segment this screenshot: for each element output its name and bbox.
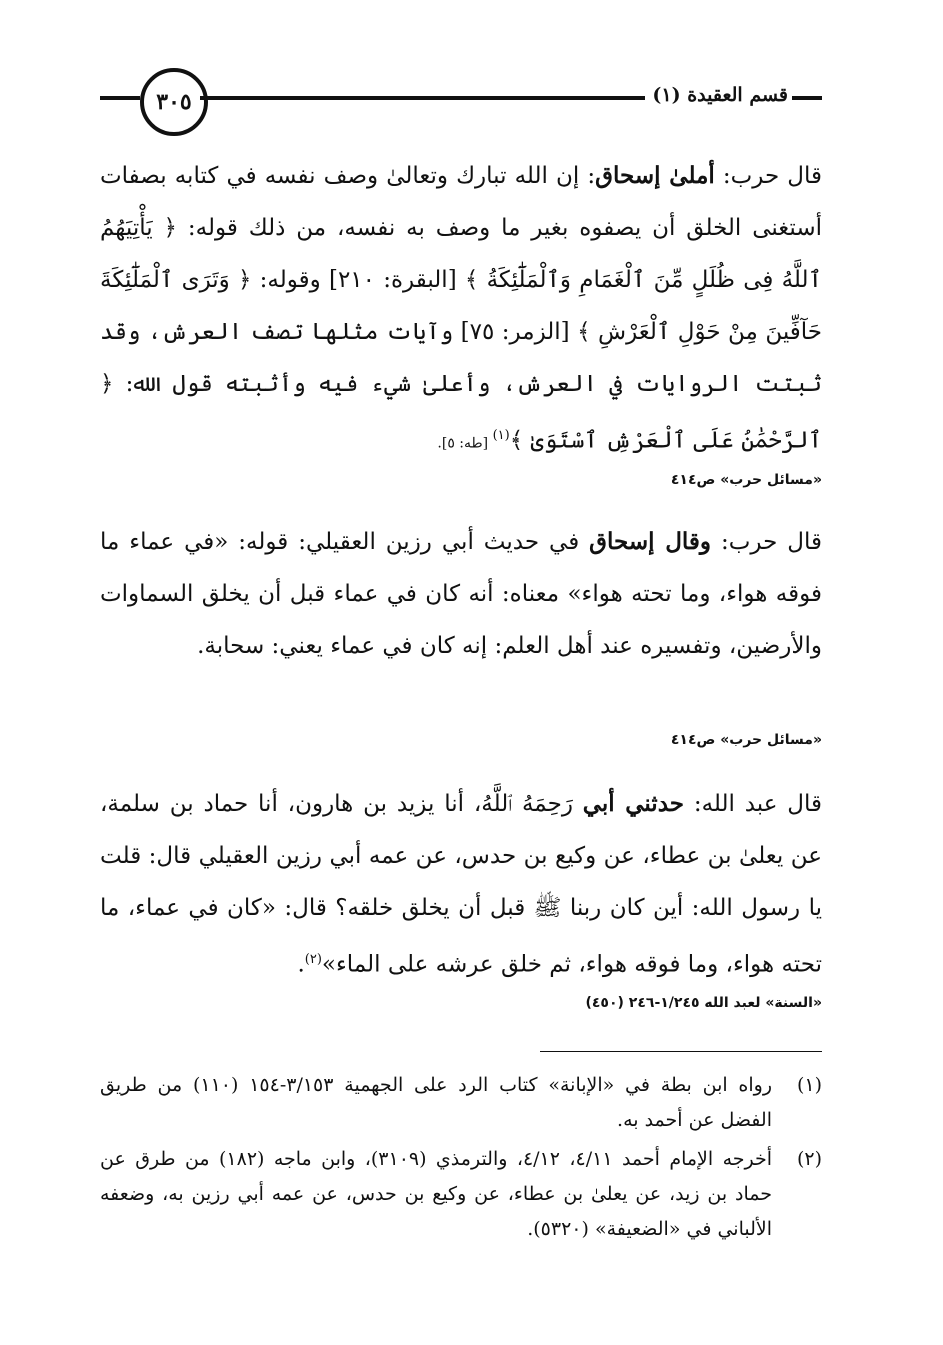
paragraph-tail: [طه: ٥].	[437, 435, 493, 452]
bold-lead: أملىٰ إسحاق	[595, 162, 715, 189]
footnote-text: رواه ابن بطة في «الإبانة» كتاب الرد على الجهمية ٣/١٥٣-١٥٤ (١١٠) من طريق الفضل عن أحمد به.	[100, 1074, 773, 1131]
footnote-mark[interactable]: (١)	[492, 428, 510, 443]
footnote	[100, 1142, 822, 1247]
footnote-separator	[540, 1051, 822, 1052]
bold-lead: وقال إسحاق	[589, 528, 712, 555]
paragraph	[100, 516, 822, 672]
header-rule	[792, 96, 822, 100]
speaker: قال حرب:	[711, 529, 822, 555]
bold-lead: حدثني أبي	[582, 790, 685, 817]
text-block	[100, 778, 822, 991]
footnote-text: أخرجه الإمام أحمد ٤/١١، ٤/١٢، والترمذي (٣١٠٩)، وابن ماجه (١٨٢) من طرق عن حماد بن زيد، عن يعلىٰ بن عطاء، عن وكيع بن حدس، عن عمه أبي رزين به، وضعفه الألباني في «الضعيفة» (٥٣٢٠).	[100, 1148, 773, 1240]
speaker: قال حرب:	[714, 163, 822, 189]
paragraph	[100, 150, 822, 470]
page-number: ٣٠٥	[156, 89, 192, 115]
text-block	[100, 150, 822, 470]
section-title: قسم العقيدة (١)	[652, 84, 788, 106]
source-citation: «مسائل حرب» ص٤١٤	[670, 732, 822, 748]
source-citation: «مسائل حرب» ص٤١٤	[670, 472, 822, 488]
text-block	[100, 516, 822, 672]
paragraph-text: : إن الله تبارك وتعالىٰ وصف نفسه في كتابه بصفات أستغنى الخلق أن يصفوه بغير ما وصف به نفسه، من ذلك قوله: ﴿ يَأْتِيَهُمُ ٱللَّهُ فِى ظُلَلٍ مِّنَ ٱلْغَمَامِ وَٱلْمَلَٰٓئِكَةُ ﴾ [البقرة: ٢١٠] وقوله: ﴿ وَتَرَى ٱلْمَلَٰٓئِكَةَ حَآفِّينَ مِنْ حَوْلِ ٱلْعَرْشِ ﴾ [الزمر: ٧٥] وآيات مثلها تصف العرش، وقد ثبتت الروايات في العرش، وأعلىٰ شيء فيه وأثبته قول الله: ﴿ ٱلرَّحْمَٰنُ عَلَى ٱلْعَرْشِ ٱسْتَوَىٰ ﴾	[100, 163, 823, 454]
footnote-number: (١)	[796, 1074, 822, 1096]
paragraph-text: في حديث أبي رزين العقيلي: قوله: «في عماء ما فوقه هواء، وما تحته هواء» معناه: أنه كان في عماء قبل أن يخلق السماوات والأرضين، وتفسيره عند أهل العلم: إنه كان في عماء يعني: سحابة.	[100, 529, 822, 659]
speaker: قال عبد الله:	[684, 791, 822, 817]
footnote-number: (٢)	[796, 1148, 822, 1170]
paragraph	[100, 778, 822, 991]
footnote	[100, 1068, 822, 1138]
footnotes	[100, 1068, 822, 1251]
header-rule	[200, 96, 645, 100]
header-rule	[100, 96, 140, 100]
source-citation: «السنة» لعبد الله ١/٢٤٥-٢٤٦ (٤٥٠)	[585, 995, 822, 1011]
page-number-badge	[140, 68, 208, 136]
page-header	[100, 66, 822, 136]
paragraph-tail: .	[297, 951, 305, 978]
footnote-mark[interactable]: (٢)	[304, 952, 322, 967]
paragraph-text: رَحِمَهُ ٱللَّهُ، أنا يزيد بن هارون، أنا حماد بن سلمة، عن يعلىٰ بن عطاء، عن وكيع بن حدس، عن عمه أبي رزين العقيلي قال: قلت يا رسول الله: أين كان ربنا ﷺ قبل أن يخلق خلقه؟ قال: «كان في عماء، ما تحته هواء، وما فوقه هواء، ثم خلق عرشه على الماء»	[100, 791, 822, 978]
